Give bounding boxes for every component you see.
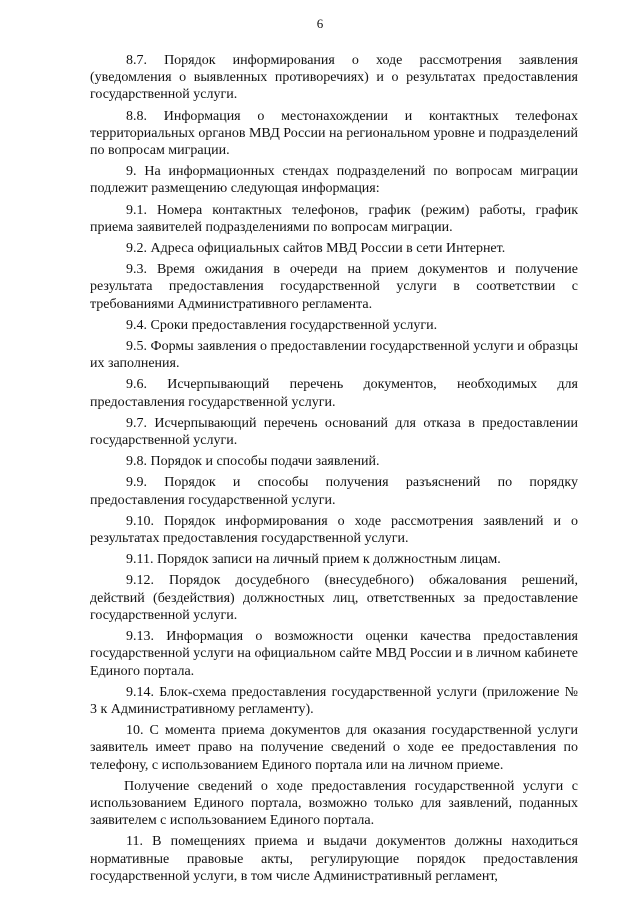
paragraph-9-8: 9.8. Порядок и способы подачи заявлений. [126,454,380,470]
paragraph-9-14: 9.14. Блок-схема предоставления государственной услуги (приложение № 3 к Административному регламенту). [90,684,578,717]
page-number: 6 [316,16,324,31]
paragraph-9-7: 9.7. Исчерпывающий перечень оснований для отказа в предоставлении государственной услуги. [90,415,578,449]
paragraph-8-7: 8.7. Порядок информирования о ходе рассмотрения заявления (уведомления о выявленных противоречиях) и о результатах предоставления государственной услуги. [90,53,578,103]
paragraph-9-13: 9.13. Информация о возможности оценки качества предоставления государственной услуги на официальном сайте МВД России и в личном кабинете Единого портала. [90,629,578,679]
paragraph-9-10: 9.10. Порядок информирования о ходе рассмотрения заявлений и о результатах предоставления государственной услуги. [90,513,578,547]
paragraph-9: 9. На информационных стендах подразделений по вопросам миграции подлежит размещению следующая информация: [90,164,578,197]
paragraph-10: 10. С момента приема документов для оказания государственной услуги заявитель имеет право на получение сведений о ходе ее предоставления по телефону, с использованием Единого портала или на личном приеме. [90,723,578,773]
document-body [90,52,578,886]
paragraph-9-9: 9.9. Порядок и способы получения разъяснений по порядку предоставления государственной услуги. [90,475,578,508]
paragraph-9-11: 9.11. Порядок записи на личный прием к должностным лицам. [126,552,501,568]
paragraph-9-12: 9.12. Порядок досудебного (внесудебного) обжалования решений, действий (бездействия) должностных лиц, ответственных за предоставление государственной услуги. [90,573,578,623]
paragraph-9-1: 9.1. Номера контактных телефонов, график (режим) работы, график приема заявителей подразделениями по вопросам миграции. [90,202,578,235]
paragraph-9-5: 9.5. Формы заявления о предоставлении государственной услуги и образцы их заполнения. [90,339,578,372]
paragraph-9-3: 9.3. Время ожидания в очереди на прием документов и получение результата предоставления государственной услуги в соответствии с требованиями Административного регламента. [90,262,578,312]
paragraph-8-8: 8.8. Информация о местонахождении и контактных телефонах территориальных органов МВД России на региональном уровне и подразделений по вопросам миграции. [90,108,578,159]
paragraph-9-4: 9.4. Сроки предоставления государственной услуги. [126,317,438,333]
paragraph-10-continued: Получение сведений о ходе предоставления государственной услуги с использованием Единого портала, возможно только для заявлений, поданных заявителем с использованием Единого портала. [90,778,578,829]
paragraph-11: 11. В помещениях приема и выдачи документов должны находиться нормативные правовые акты, регулирующие порядок предоставления государственной услуги, в том числе Административный регламент, [90,834,578,884]
paragraph-9-6: 9.6. Исчерпывающий перечень документов, необходимых для предоставления государственной услуги. [90,377,578,410]
paragraph-9-2: 9.2. Адреса официальных сайтов МВД России в сети Интернет. [126,241,506,257]
